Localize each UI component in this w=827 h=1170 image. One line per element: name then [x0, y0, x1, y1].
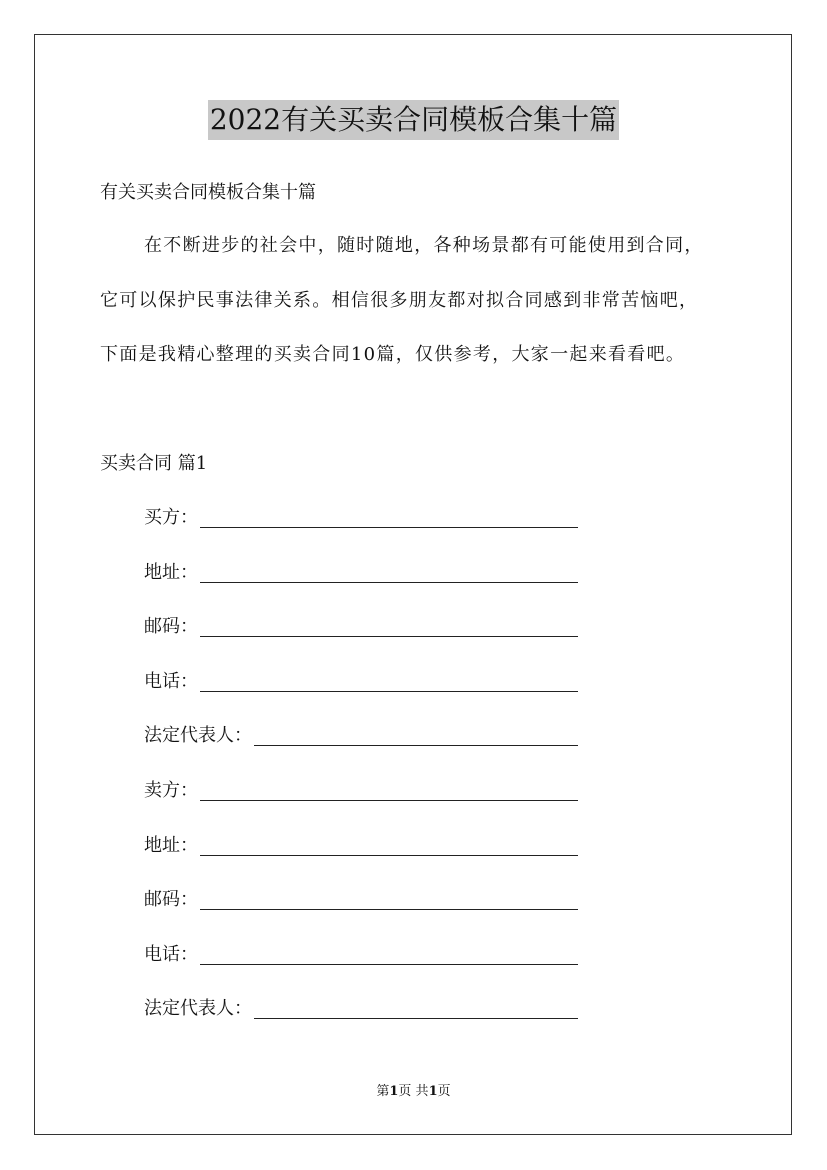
- field-blank-line[interactable]: [200, 964, 578, 965]
- field-row: [144, 669, 198, 695]
- field-label: 地址：: [144, 834, 198, 856]
- document-title: 2022有关买卖合同模板合集十篇: [208, 100, 619, 140]
- intro-line-1: 在不断进步的社会中，随时随地，各种场景都有可能使用到合同，: [144, 235, 704, 256]
- field-row: [144, 887, 198, 913]
- field-label: 法定代表人：: [144, 998, 252, 1020]
- field-blank-line[interactable]: [200, 909, 578, 910]
- section-heading: 买卖合同 篇1: [100, 453, 208, 474]
- footer-prefix: 第: [376, 1084, 390, 1099]
- field-label: 地址：: [144, 561, 198, 583]
- field-row: [144, 560, 198, 586]
- title-container: [0, 100, 827, 140]
- intro-line-2: 它可以保护民事法律关系。相信很多朋友都对拟合同感到非常苦恼吧，: [100, 290, 699, 311]
- document-subtitle: 有关买卖合同模板合集十篇: [100, 182, 316, 203]
- field-label: 电话：: [144, 670, 198, 692]
- field-blank-line[interactable]: [254, 745, 578, 746]
- field-blank-line[interactable]: [254, 1018, 578, 1019]
- field-blank-line[interactable]: [200, 855, 578, 856]
- field-row: [144, 723, 252, 749]
- footer-suffix: 页: [437, 1084, 451, 1099]
- footer-page-current: 1: [389, 1084, 399, 1099]
- field-row: [144, 996, 252, 1022]
- field-row: [144, 614, 198, 640]
- field-row: [144, 942, 198, 968]
- field-blank-line[interactable]: [200, 636, 578, 637]
- footer-mid: 页 共: [398, 1084, 429, 1099]
- field-label: 邮码：: [144, 889, 198, 911]
- footer-page-total: 1: [428, 1084, 438, 1099]
- field-blank-line[interactable]: [200, 691, 578, 692]
- field-blank-line[interactable]: [200, 800, 578, 801]
- field-label: 买方：: [144, 507, 198, 528]
- field-row: [144, 505, 198, 531]
- field-label: 电话：: [144, 943, 198, 965]
- field-row: [144, 778, 198, 804]
- field-row: [144, 833, 198, 859]
- field-blank-line[interactable]: [200, 582, 578, 583]
- field-label: 卖方：: [144, 780, 198, 801]
- page-footer: [0, 1083, 827, 1101]
- field-label: 法定代表人：: [144, 725, 252, 747]
- intro-line-3: 下面是我精心整理的买卖合同10篇，仅供参考，大家一起来看看吧。: [100, 344, 686, 365]
- field-blank-line[interactable]: [200, 527, 578, 528]
- field-label: 邮码：: [144, 616, 198, 638]
